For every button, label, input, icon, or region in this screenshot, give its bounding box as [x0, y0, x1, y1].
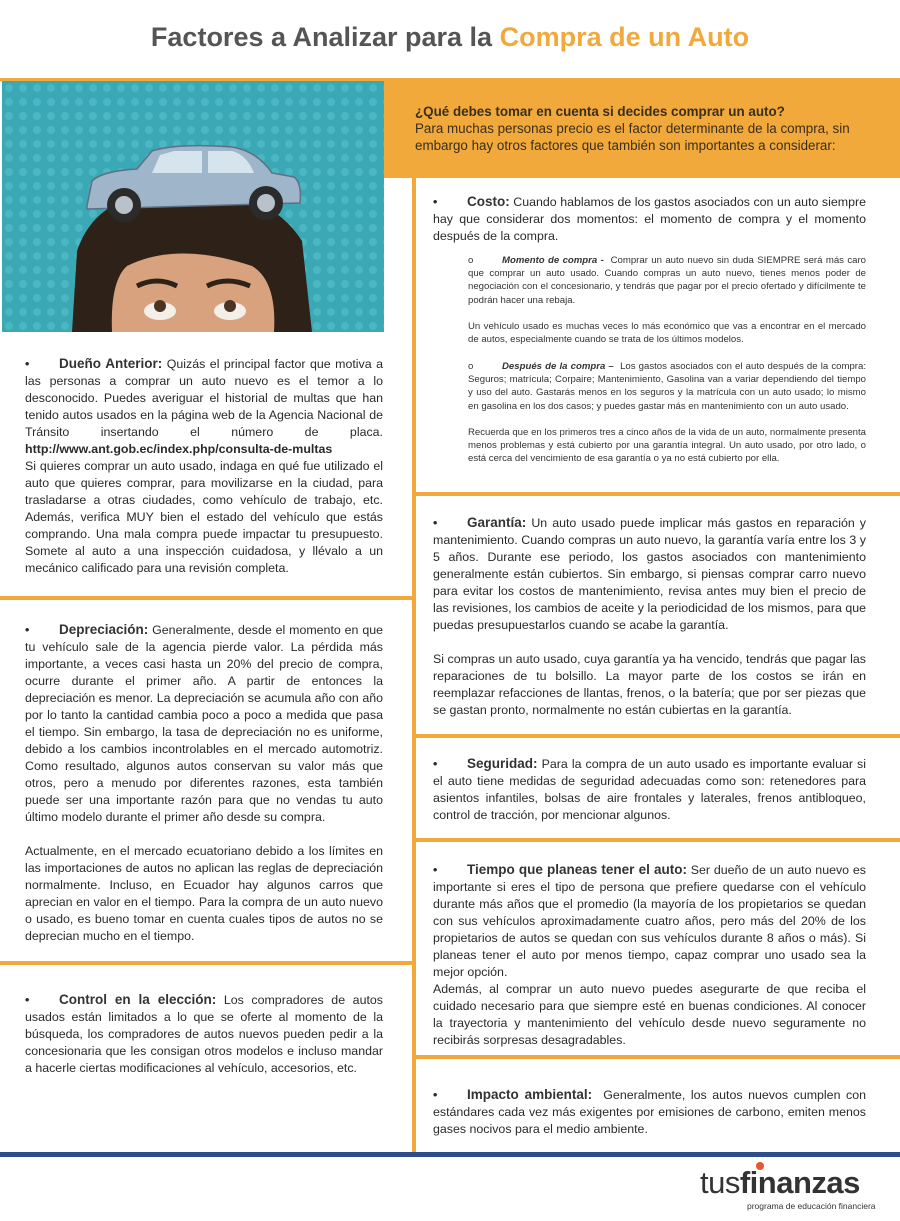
intro-text: Para muchas personas precio es el factor determinante de la compra, sin embargo hay otros factores que también son importantes a considerar:	[415, 121, 850, 153]
rule-right-4	[416, 1055, 900, 1059]
subsection-despues-compra: o Después de la compra – Los gastos asociados con el auto después de la compra: Seguros; matrícula; Corpaire; Mantenimiento, Gasolina van a variar dependiendo del tiempo y uso del auto. Gastarás menos en los seguros y la matrícula con un auto usado; lo mismo en gasolina en los dos casos; y puedes gastar más en mantenimiento con un auto usado. Recuerda que en los primeros tres a cinco años de la vida de un auto, normalmente presenta menos problemas y está cubierto por una garantía integral. Un auto usado, por otro lado, o está cerca del vencimiento de esa garantía o ya no está cubierto por ella.	[468, 361, 866, 465]
section-costo: • Costo: Cuando hablamos de los gastos asociados con un auto siempre hay que considerar dos momentos: el momento de compra y el momento después de la compra.	[433, 194, 866, 243]
bottom-rule	[0, 1152, 900, 1157]
section-garantia: • Garantía: Un auto usado puede implicar más gastos en reparación y mantenimiento. Cuando compras un auto nuevo, la garantía varía entre los 3 y 5 años. Durante ese periodo, los gastos asociados con mantenimiento generalmente están cubiertos. Sin embargo, si piensas comprar carro nuevo para evitar los costos de mantenimiento, revisa antes muy bien el precio de las revisiones, los cambios de aceite y la periodicidad de los mismos, para que puedas presupuestarlos cuando se acabe la garantía. Si compras un auto usado, cuya garantía ya ha vencido, tendrás que pagar las reparaciones de tu bolsillo. La mayor parte de los costos se irán en reemplazar refacciones de llantas, frenos, o la batería; que por ser piezas que se gastan pronto, normalmente no están cubiertas en la garantía.	[433, 515, 866, 717]
rule-right-2	[416, 734, 900, 738]
intro-question: ¿Qué debes tomar en cuenta si decides comprar un auto?	[415, 104, 785, 119]
rule-left-2	[0, 961, 412, 965]
tusfinanzas-logo: tusfinanzas	[700, 1165, 860, 1200]
ant-link[interactable]: http://www.ant.gob.ec/index.php/consulta-de-multas	[25, 442, 333, 456]
rule-right-1	[416, 492, 900, 496]
section-seguridad: • Seguridad: Para la compra de un auto usado es importante evaluar si el auto tiene medidas de seguridad adecuadas como son: retenedores para asientos infantiles, bolsas de aire frontales y laterales, frenos antibloqueo, control de tracción, por mencionar algunos.	[433, 756, 866, 822]
section-control-eleccion: • Control en la elección: Los compradores de autos usados están limitados a lo que se oferte al momento de la búsqueda, los compradores de autos nuevos pueden pedir a la concesionaria que les consigan otros modelos e incluso mandar a hacerle ciertas modificaciones al vehículo, accesorios, etc.	[25, 992, 383, 1075]
rule-left-1	[0, 596, 412, 600]
section-depreciacion: • Depreciación: Generalmente, desde el momento en que tu vehículo sale de la agencia pierde valor. La pérdida más importante, a veces casi hasta un 20% del precio de compra, ocurre durante el primer año. A partir de entonces la depreciación es menor. La depreciación se acumula año con año por lo tanto la cantidad cambia poco a poco a medida que pasa el tiempo. Sin embargo, la tasa de depreciación no es uniforme, debido a los cambios incontrolables en el mercado automotriz. Como resultado, algunos autos conservan su valor más que otros, pero a menudo por diferentes razones, esta también puede ser una importante razón para que no vendas tu auto último modelo durante el primer año desde su compra. Actualmente, en el mercado ecuatoriano debido a los límites en las importaciones de autos no aplican las reglas de depreciación normalmente. Incluso, en Ecuador hay algunos carros que aprecian en valor en el tiempo. Para la compra de un auto nuevo o usado, es bueno tomar en cuenta cuales tipos de autos no se deprecian mucho en el tiempo.	[25, 622, 383, 943]
rule-right-3	[416, 838, 900, 842]
column-divider	[412, 178, 416, 1152]
section-dueno-anterior: • Dueño Anterior: Quizás el principal factor que motiva a las personas a comprar un auto nuevo es el temor a lo desconocido. Puedes averiguar el historial de multas que han tenido autos usados en la página web de la Agencia Nacional de Tránsito insertando el número de placa. http://www.ant.gob.ec/index.php/consulta-de-multas Si quieres comprar un auto usado, indaga en qué fue utilizado el auto que quieres comprar, para movilizarse en la ciudad, para trasladarse a otras ciudades, como vehículo de trabajo, etc. Además, verifica MUY bien el estado del vehículo que estás comprando. Una mala compra puede impactar tu presupuesto. Somete al auto a una inspección cuidadosa, y llévalo a un mecánico calificado para una revisión completa.	[25, 356, 383, 575]
man-with-car-illustration	[2, 81, 384, 332]
intro-box	[384, 81, 900, 178]
page-title: Factores a Analizar para la Compra de un Auto	[150, 22, 750, 52]
subsection-momento-compra: o Momento de compra - Comprar un auto nuevo sin duda SIEMPRE será más caro que comprar un auto usado. Cuando compras un auto nuevo, tienes menos poder de negociación con el concesionario, y tendrás que pagar por el precio ofertado y difícilmente te podrán hacer una rebaja. Un vehículo usado es muchas veces lo más económico que vas a encontrar en el mercado de autos, especialmente cuando se trata de los últimos modelos.	[468, 255, 866, 346]
section-tiempo: • Tiempo que planeas tener el auto: Ser dueño de un auto nuevo es importante si eres el tipo de persona que prefiere quedarse con el vehículo durante más años que el promedio (la mayoría de los propietarios se quedan con sus vehículos aproximadamente cuatro años, pero más del 20% de los propietarios de autos se quedan con sus vehículos durante 8 años o más). Si planeas tener el auto por menos tiempo, capaz comprar uno usado sea la mejor opción. Además, al comprar un auto nuevo puedes asegurarte de que reciba el cuidado necesario para que siempre esté en buenas condiciones. Al conocer la trayectoria y mantenimiento del vehículo desde nuevo seguramente no recibirás sorpresas desagradables.	[433, 862, 866, 1047]
logo-tagline: programa de educación financiera	[747, 1201, 876, 1211]
section-impacto-ambiental: • Impacto ambiental: Generalmente, los autos nuevos cumplen con estándares cada vez más exigentes por emisiones de carbono, emiten menos gases nocivos para el medio ambiente.	[433, 1087, 867, 1136]
hero-image	[2, 81, 384, 332]
